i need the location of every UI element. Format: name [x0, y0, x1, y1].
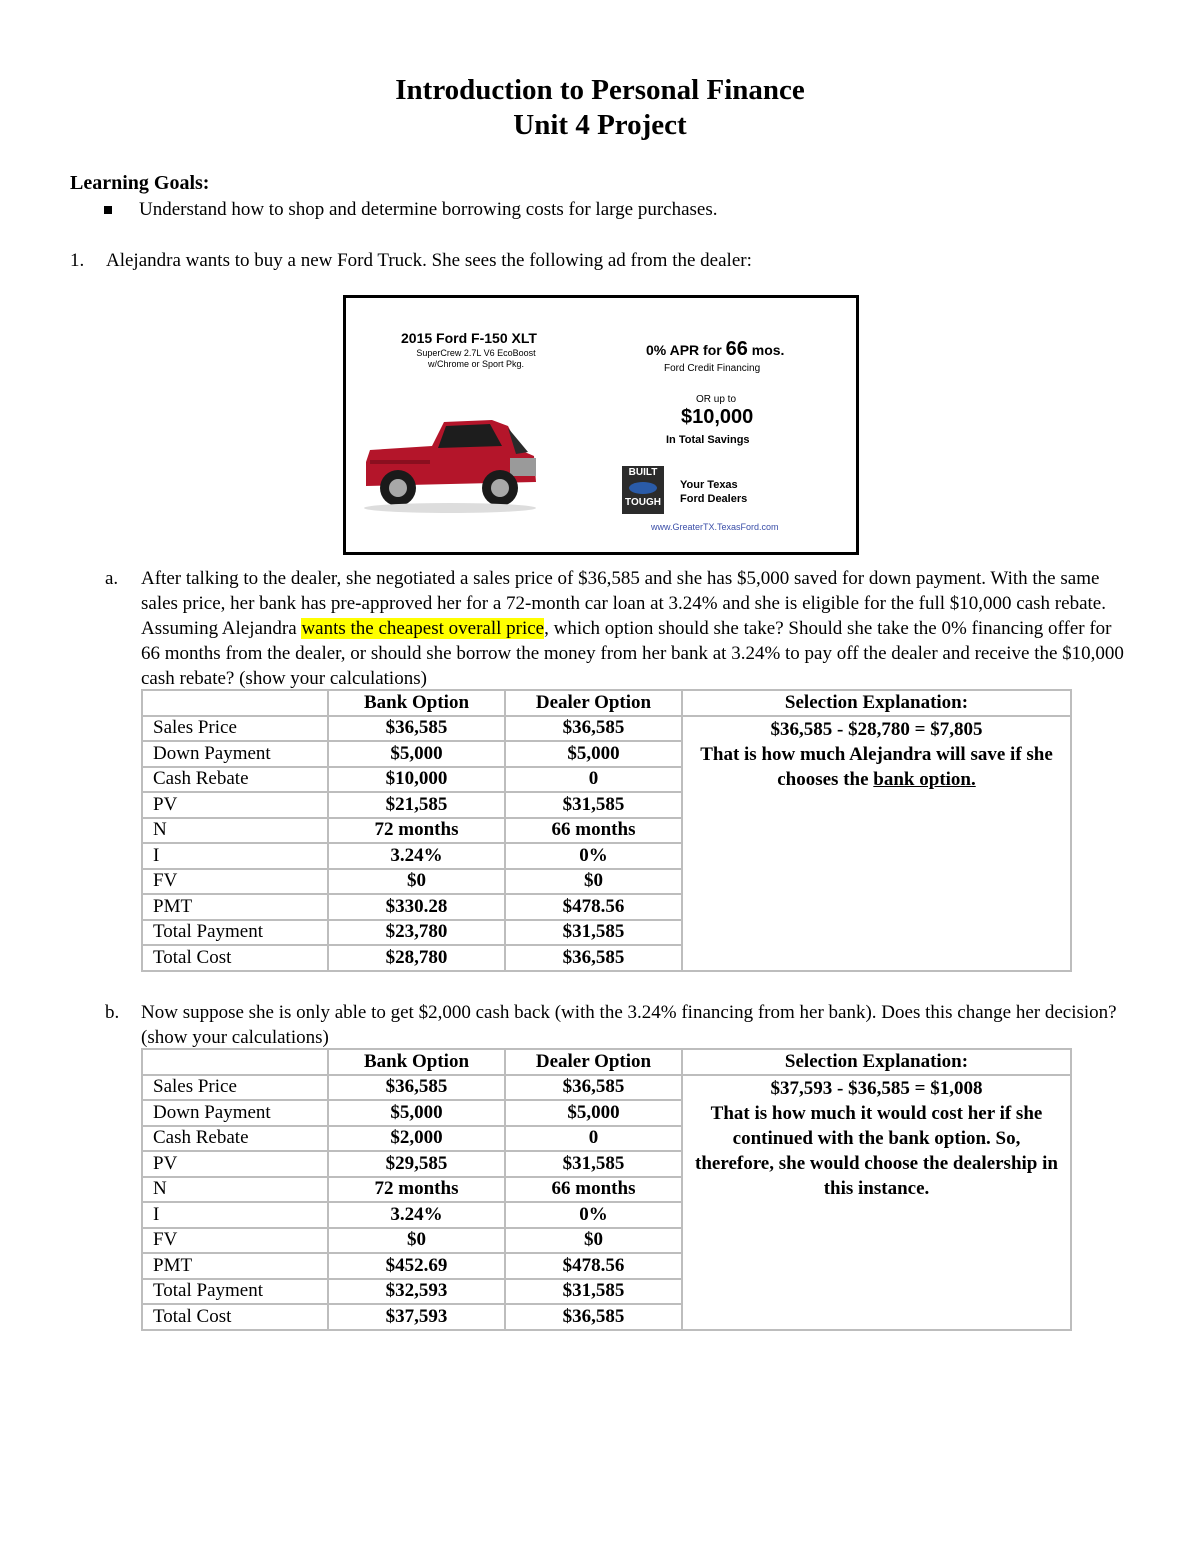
header-blank [142, 690, 328, 716]
row-label: N [142, 818, 328, 844]
question-1 [70, 250, 752, 272]
row-label: Total Cost [142, 945, 328, 971]
dealer-value: 0% [505, 1202, 682, 1228]
dealer-value: 66 months [505, 1177, 682, 1203]
row-label: Cash Rebate [142, 767, 328, 793]
ad-apr-months: 66 [725, 338, 748, 360]
row-label: Total Payment [142, 920, 328, 946]
dealer-value: $36,585 [505, 945, 682, 971]
row-label: Total Cost [142, 1304, 328, 1330]
ad-apr-pre: 0% APR for [646, 342, 726, 358]
ad-spec-line1: SuperCrew 2.7L V6 EcoBoost [416, 348, 536, 358]
question-text: Alejandra wants to buy a new Ford Truck. She sees the following ad from the dealer: [106, 250, 752, 271]
ad-url: www.GreaterTX.TexasFord.com [651, 522, 779, 532]
badge-top-text: BUILT [628, 467, 658, 478]
dealer-value: $31,585 [505, 920, 682, 946]
ad-apr [646, 338, 784, 361]
ad-financing: Ford Credit Financing [664, 363, 761, 374]
explanation-calc: $36,585 - $28,780 = $7,805 [770, 718, 983, 740]
bank-value: $452.69 [328, 1253, 505, 1279]
ad-specs [401, 348, 551, 370]
bank-value: 72 months [328, 1177, 505, 1203]
bank-value: $36,585 [328, 716, 505, 742]
dealer-value: $5,000 [505, 1100, 682, 1126]
row-label: Total Payment [142, 1279, 328, 1305]
built-tough-logo [622, 466, 664, 514]
explanation-text: That is how much it would cost her if she continued with the bank option. So, therefore, she would choose the dealership in this instance. [695, 1102, 1058, 1199]
bank-value: 72 months [328, 818, 505, 844]
row-label: Sales Price [142, 1075, 328, 1101]
row-label: Down Payment [142, 1100, 328, 1126]
selection-explanation [682, 716, 1071, 971]
row-label: N [142, 1177, 328, 1203]
dealer-value: 0 [505, 767, 682, 793]
ad-dealers-line2: Ford Dealers [680, 493, 748, 505]
row-label: PV [142, 1151, 328, 1177]
row-label: FV [142, 869, 328, 895]
bank-value: 3.24% [328, 1202, 505, 1228]
bank-value: $21,585 [328, 792, 505, 818]
dealer-value: 66 months [505, 818, 682, 844]
row-label: Down Payment [142, 741, 328, 767]
highlighted-phrase: wants the cheapest overall price [301, 618, 545, 639]
row-label: I [142, 843, 328, 869]
table-header-row [142, 1049, 1071, 1075]
ad-apr-post: mos. [747, 342, 785, 358]
part-a-question [105, 566, 1131, 691]
row-label: I [142, 1202, 328, 1228]
table-header-row [142, 690, 1071, 716]
dealer-value: $478.56 [505, 1253, 682, 1279]
bank-value: $29,585 [328, 1151, 505, 1177]
selection-explanation [682, 1075, 1071, 1330]
part-a-text-after: , which option should she take? Should she take the 0% financing offer for 66 months from the dealer, or should she borrow the money from her bank at 3.24% to pay off the dealer and receive the $10,000 cash rebate? (show your calculations) [141, 618, 1124, 689]
bank-value: $10,000 [328, 767, 505, 793]
row-label: PMT [142, 894, 328, 920]
bank-value: $23,780 [328, 920, 505, 946]
row-label: FV [142, 1228, 328, 1254]
table-row [142, 716, 1071, 742]
bank-value: $330.28 [328, 894, 505, 920]
part-b-table [141, 1048, 1072, 1331]
dealer-value: $31,585 [505, 792, 682, 818]
dealer-value: $0 [505, 1228, 682, 1254]
part-a-letter: a. [105, 568, 119, 589]
ad-or-up-to: OR up to [696, 394, 737, 405]
ford-oval-icon [629, 482, 657, 494]
bank-value: $5,000 [328, 1100, 505, 1126]
dealer-value: $478.56 [505, 894, 682, 920]
row-label: Sales Price [142, 716, 328, 742]
bank-value: $2,000 [328, 1126, 505, 1152]
dealer-value: $31,585 [505, 1279, 682, 1305]
table-row [142, 1075, 1071, 1101]
ad-amount: $10,000 [681, 406, 754, 428]
part-b-letter: b. [105, 1002, 120, 1023]
dealer-value: $0 [505, 869, 682, 895]
dealer-value: $31,585 [505, 1151, 682, 1177]
bullet-icon [104, 206, 112, 214]
header-bank-option: Bank Option [328, 1049, 505, 1075]
badge-bottom-text: TOUGH [625, 497, 661, 508]
dealer-value: 0 [505, 1126, 682, 1152]
part-a-table [141, 689, 1072, 972]
explanation-underlined: bank option. [873, 768, 976, 790]
ad-dealers [680, 478, 747, 506]
header-dealer-option: Dealer Option [505, 1049, 682, 1075]
truck-image [360, 416, 540, 514]
explanation-sentence: That is how much Alejandra will save if she chooses the [700, 743, 1053, 790]
part-b-text: Now suppose she is only able to get $2,000 cash back (with the 3.24% financing from her bank). Does this change her decision? (show your calculations) [141, 1002, 1117, 1048]
row-label: PV [142, 792, 328, 818]
dealer-value: $5,000 [505, 741, 682, 767]
bank-value: $0 [328, 869, 505, 895]
question-number: 1. [70, 250, 85, 271]
header-dealer-option: Dealer Option [505, 690, 682, 716]
dealer-value: $36,585 [505, 716, 682, 742]
learning-goal-text: Understand how to shop and determine borrowing costs for large purchases. [139, 199, 718, 220]
bank-value: 3.24% [328, 843, 505, 869]
explanation-calc: $37,593 - $36,585 = $1,008 [770, 1077, 983, 1099]
ad-total-savings: In Total Savings [666, 434, 750, 446]
bank-value: $37,593 [328, 1304, 505, 1330]
bank-value: $32,593 [328, 1279, 505, 1305]
header-selection-explanation: Selection Explanation: [682, 1049, 1071, 1075]
part-a-text-before: After talking to the dealer, she negotiated a sales price of $36,585 and she has $5,000 saved for down payment. With the same sales price, her bank has pre-approved her for a 72-month car loan at 3.24% and she is eligible for the full $10,000 cash rebate. Assuming Alejandra [141, 568, 1106, 639]
header-bank-option: Bank Option [328, 690, 505, 716]
dealer-value: 0% [505, 843, 682, 869]
document-subtitle: Unit 4 Project [513, 109, 687, 141]
ad-dealers-line1: Your Texas [680, 479, 738, 491]
row-label: Cash Rebate [142, 1126, 328, 1152]
row-label: PMT [142, 1253, 328, 1279]
part-b-question [105, 1000, 1131, 1050]
ad-spec-line2: w/Chrome or Sport Pkg. [427, 359, 525, 369]
header-blank [142, 1049, 328, 1075]
explanation-text [693, 742, 1060, 792]
dealer-value: $36,585 [505, 1075, 682, 1101]
bank-value: $5,000 [328, 741, 505, 767]
header-selection-explanation: Selection Explanation: [682, 690, 1071, 716]
learning-goal-item [104, 199, 717, 221]
part-a-text [141, 566, 1131, 691]
bank-value: $0 [328, 1228, 505, 1254]
dealer-value: $36,585 [505, 1304, 682, 1330]
document-title: Introduction to Personal Finance [395, 74, 805, 106]
bank-value: $36,585 [328, 1075, 505, 1101]
ad-model: 2015 Ford F-150 XLT [401, 330, 537, 346]
learning-goals-heading: Learning Goals: [70, 172, 210, 194]
bank-value: $28,780 [328, 945, 505, 971]
ford-advertisement [343, 295, 859, 555]
